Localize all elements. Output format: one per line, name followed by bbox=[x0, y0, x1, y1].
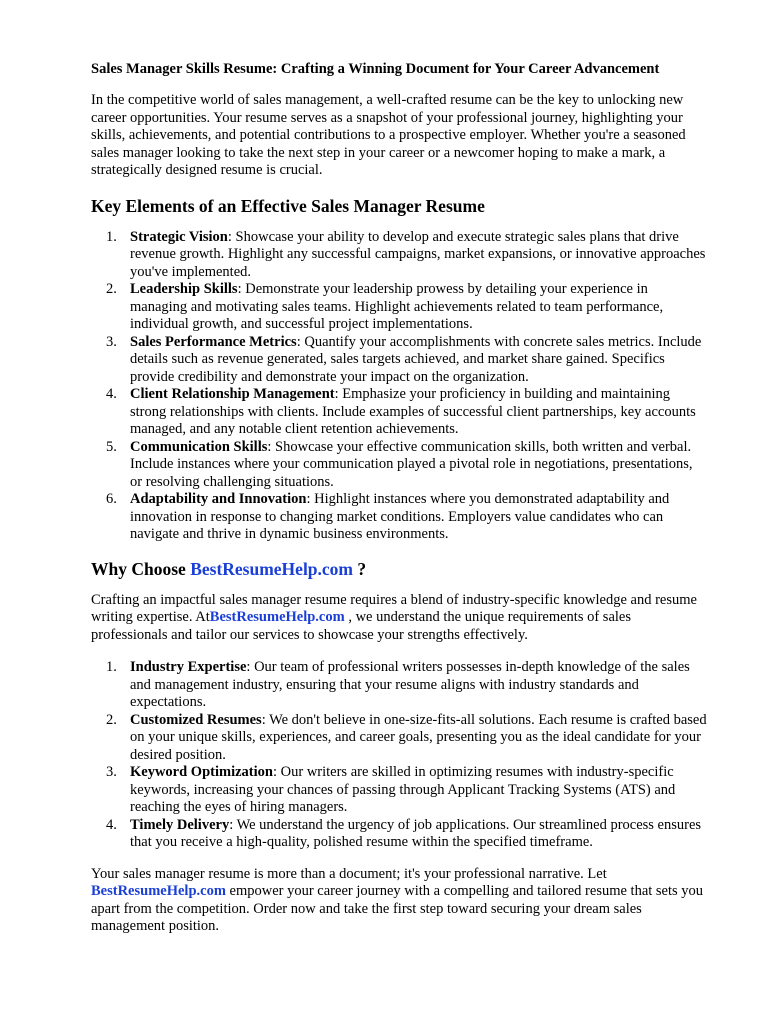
why-heading-link[interactable]: BestResumeHelp.com bbox=[190, 558, 354, 579]
list-term: Adaptability and Innovation bbox=[130, 491, 307, 507]
list-number: 4. bbox=[106, 816, 117, 833]
document-title: Sales Manager Skills Resume: Crafting a Winning Document for Your Career Advancement bbox=[91, 61, 660, 77]
list-term: Communication Skills bbox=[130, 438, 268, 455]
closing-after: empower your career journey with a compelling and tailored resume that sets you apart from the competition. Order now and take the first step toward securing your dream sales management position. bbox=[91, 883, 704, 934]
list-item bbox=[91, 491, 708, 544]
why-heading-suffix: ? bbox=[353, 558, 367, 579]
list-number: 5. bbox=[106, 438, 117, 455]
intro-paragraph: In the competitive world of sales management, a well-crafted resume can be the key to unlocking new career opportunities. Your resume serves as a snapshot of your professional journey, highlighting your skills, achievements, and potential contributions to a prospective employer. Whether you're a seasoned sales manager looking to take the next step in your career or a newcomer hoping to make a mark, a strategically designed resume is crucial. bbox=[91, 92, 686, 178]
list-item bbox=[91, 439, 708, 492]
list-term: Customized Resumes bbox=[130, 711, 262, 728]
list-item bbox=[91, 817, 708, 852]
why-choose-heading bbox=[91, 558, 708, 580]
list-term: Keyword Optimization bbox=[130, 764, 273, 780]
list-text: : Our team of professional writers possesses in-depth knowledge of the sales and management industry, ensuring that your resume aligns with industry standards and expectations. bbox=[130, 659, 690, 710]
list-number: 2. bbox=[106, 711, 117, 728]
list-number: 3. bbox=[106, 333, 117, 350]
list-text: : We understand the urgency of job applications. Our streamlined process ensures that you receive a high-quality, polished resume within the specified timeframe. bbox=[130, 816, 702, 850]
why-intro-after: , we understand the unique requirements of sales professionals and tailor our services to showcase your strengths effectively. bbox=[91, 609, 631, 643]
list-text: : Emphasize your proficiency in building and maintaining strong relationships with clients. Include examples of successful client partnerships, key accounts managed, and any notable client retention achievements. bbox=[130, 386, 696, 437]
list-text: : Highlight instances where you demonstrated adaptability and innovation in response to changing market conditions. Employers value candidates who can navigate and thrive in dynamic business environments. bbox=[130, 491, 670, 542]
list-text: : Showcase your effective communication skills, both written and verbal. Include instances where your communication played a pivotal role in negotiations, presentations, or resolving challenging situations. bbox=[130, 438, 693, 490]
key-elements-list bbox=[91, 229, 708, 544]
list-number: 3. bbox=[106, 764, 117, 780]
list-term: Timely Delivery bbox=[130, 816, 230, 833]
list-item bbox=[91, 659, 708, 712]
list-item bbox=[91, 764, 708, 817]
list-number: 2. bbox=[106, 281, 117, 297]
closing-link[interactable]: BestResumeHelp.com bbox=[91, 883, 226, 899]
list-term: Leadership Skills bbox=[130, 281, 238, 297]
list-item bbox=[91, 712, 708, 765]
list-number: 1. bbox=[106, 659, 117, 675]
list-term: Sales Performance Metrics bbox=[130, 333, 297, 350]
list-number: 1. bbox=[106, 228, 117, 245]
list-text: : Showcase your ability to develop and execute strategic sales plans that drive revenue growth. Highlight any successful campaigns, market expansions, or innovative approaches you've implemented. bbox=[130, 228, 706, 280]
list-text: : Quantify your accomplishments with concrete sales metrics. Include details such as revenue generated, sales targets achieved, and market share gained. Specifics provide credibility and demonstrate your impact on the organization. bbox=[130, 333, 702, 385]
list-term: Client Relationship Management bbox=[130, 386, 335, 402]
list-term: Industry Expertise bbox=[130, 659, 247, 675]
list-number: 4. bbox=[106, 386, 117, 402]
why-intro-before: Crafting an impactful sales manager resume requires a blend of industry-specific knowledge and resume writing expertise. At bbox=[91, 591, 697, 625]
closing-paragraph bbox=[91, 866, 708, 936]
list-item bbox=[91, 281, 708, 334]
why-heading-prefix: Why Choose bbox=[91, 558, 191, 579]
list-text: : Demonstrate your leadership prowess by detailing your experience in managing and motivating sales teams. Highlight achievements related to team performance, individual growth, and successful project implementations. bbox=[130, 281, 664, 332]
why-intro-paragraph bbox=[91, 592, 708, 645]
list-term: Strategic Vision bbox=[130, 228, 228, 245]
list-text: : Our writers are skilled in optimizing resumes with industry-specific keywords, increasing your chances of passing through Applicant Tracking Systems (ATS) and reaching the eyes of hiring managers. bbox=[130, 764, 676, 815]
closing-before: Your sales manager resume is more than a document; it's your professional narrative. Let bbox=[91, 865, 607, 882]
why-choose-list bbox=[91, 659, 708, 852]
list-number: 6. bbox=[106, 491, 117, 507]
list-item bbox=[91, 229, 708, 282]
key-elements-heading: Key Elements of an Effective Sales Manager Resume bbox=[91, 195, 485, 216]
list-item bbox=[91, 334, 708, 387]
why-intro-link[interactable]: BestResumeHelp.com bbox=[209, 609, 345, 625]
list-text: : We don't believe in one-size-fits-all solutions. Each resume is crafted based on your unique skills, experiences, and career goals, presenting you as the ideal candidate for your desired position. bbox=[130, 711, 707, 763]
list-item bbox=[91, 386, 708, 439]
